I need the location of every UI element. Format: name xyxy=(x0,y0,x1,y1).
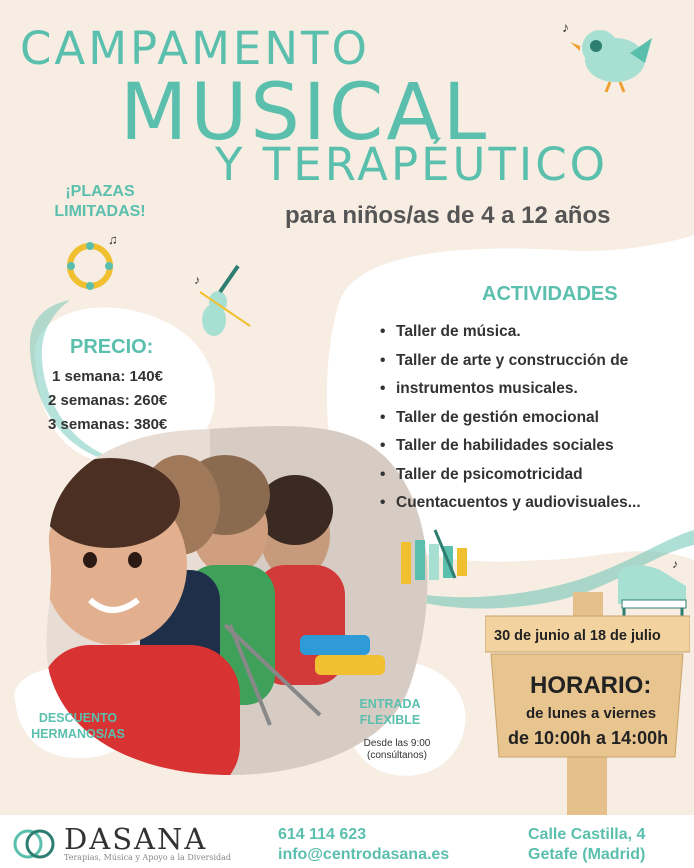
price-line: 1 semana: 140€ xyxy=(52,368,163,385)
activities-title: ACTIVIDADES xyxy=(482,283,618,305)
price-title: PRECIO: xyxy=(70,336,154,358)
list-item: • Taller de psicomotricidad xyxy=(378,461,641,490)
tambourine-icon xyxy=(60,232,125,297)
title-line-3: Y TERAPÉUTICO xyxy=(215,138,609,191)
title-line-2: MUSICAL xyxy=(120,68,490,158)
svg-text:♪: ♪ xyxy=(194,273,200,287)
violin-icon xyxy=(190,262,260,347)
list-item: • Taller de música. xyxy=(378,318,641,347)
schedule-title: HORARIO: xyxy=(530,672,652,699)
list-item: • Taller de arte y construcción de xyxy=(378,347,641,376)
entry-time: Desde las 9:00 (consúltanos) xyxy=(363,738,431,761)
plazas-limitadas: ¡PLAZAS LIMITADAS! xyxy=(54,183,146,220)
address-line-1: Calle Castilla, 4 xyxy=(528,826,646,843)
list-item: • instrumentos musicales. xyxy=(378,375,641,404)
svg-text:♪: ♪ xyxy=(562,19,569,35)
logo-icon xyxy=(12,824,58,864)
title-line-1: CAMPAMENTO xyxy=(20,22,370,75)
sibling-discount: DESCUENTO HERMANOS/AS xyxy=(31,711,125,741)
price-line: 2 semanas: 260€ xyxy=(48,392,168,409)
svg-text:♪: ♪ xyxy=(672,557,678,571)
activities-list xyxy=(378,318,641,518)
address-line-2: Getafe (Madrid) xyxy=(528,846,646,863)
price-line: 3 semanas: 380€ xyxy=(48,416,168,433)
bird-icon xyxy=(560,18,655,93)
email-link[interactable]: info@centrodasana.es xyxy=(278,846,450,863)
svg-text:♫: ♫ xyxy=(108,232,118,247)
flexible-entry: ENTRADA FLEXIBLE xyxy=(359,697,421,727)
list-item: • Taller de habilidades sociales xyxy=(378,432,641,461)
phone-number[interactable]: 614 114 623 xyxy=(278,826,367,843)
xylophone-icon xyxy=(395,528,475,590)
brand-name: DASANA xyxy=(64,822,208,856)
schedule-days: de lunes a viernes xyxy=(526,705,657,722)
list-item: • Taller de gestión emocional xyxy=(378,404,641,433)
list-item: • Cuentacuentos y audiovisuales... xyxy=(378,489,641,518)
camp-dates: 30 de junio al 18 de julio xyxy=(494,628,661,644)
brand-tagline: Terapias, Música y Apoyo a la Diversidad xyxy=(64,853,232,862)
wooden-sign xyxy=(485,592,690,815)
age-subtitle: para niños/as de 4 a 12 años xyxy=(285,202,611,229)
schedule-hours: de 10:00h a 14:00h xyxy=(508,728,669,748)
